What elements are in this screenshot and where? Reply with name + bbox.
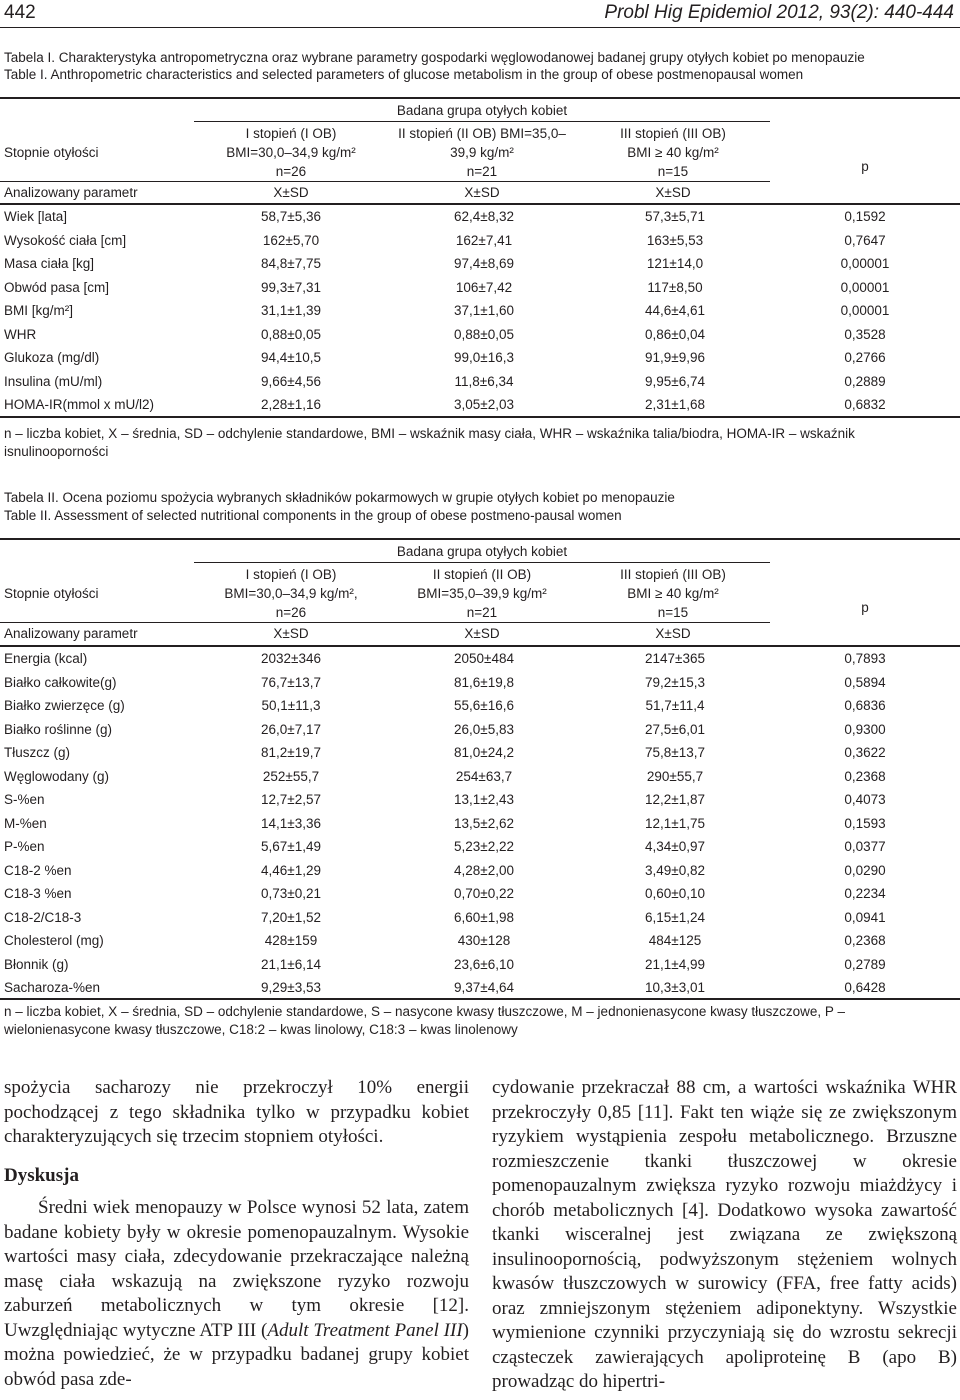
value-cell: 2032±346 <box>261 651 321 667</box>
value-cell: 162±5,70 <box>262 232 320 248</box>
row-label: P-%en <box>4 839 45 855</box>
table-row <box>0 393 960 417</box>
value-cell: 3,49±0,82 <box>645 862 705 878</box>
table-row <box>0 252 960 276</box>
value-cell: 12,1±1,75 <box>645 815 705 831</box>
table-row <box>0 929 960 953</box>
value-cell: 252±55,7 <box>262 768 320 784</box>
value-cell: 26,0±7,17 <box>261 721 321 737</box>
row-label: Wiek [lata] <box>4 209 68 225</box>
row-label: S-%en <box>4 792 45 808</box>
value-cell: 81,2±19,7 <box>261 745 321 761</box>
row-label: BMI [kg/m²] <box>4 303 74 319</box>
value-cell: 23,6±6,10 <box>454 956 514 972</box>
p-value-cell: 0,00001 <box>840 256 890 272</box>
value-cell: 50,1±11,3 <box>261 698 321 714</box>
value-cell: 6,60±1,98 <box>454 909 514 925</box>
value-cell: 12,7±2,57 <box>261 792 321 808</box>
table1-footnote: n – liczba kobiet, X – średnia, SD – odchylenie standardowe, BMI – wskaźnik masy ciała, WHR – wskaźnika talia/biodra, HOMA-IR – wskaźnik isnulinooporności <box>4 426 855 459</box>
row-label: HOMA-IR(mmol x mU/l2) <box>4 397 154 413</box>
p-value-cell: 0,7893 <box>844 651 886 667</box>
table2-caption-en: Table II. Assessment of selected nutritional components in the group of obese postmeno-pausal women <box>4 508 622 523</box>
row-label: Węglowodany (g) <box>4 768 110 784</box>
row-label: WHR <box>4 326 37 342</box>
value-cell: 11,8±6,34 <box>454 373 514 389</box>
p-value-cell: 0,1593 <box>844 815 886 831</box>
value-cell: 117±8,50 <box>647 279 703 295</box>
row-label: Insulina (mU/ml) <box>4 373 103 389</box>
table1-group-header: Badana grupa otyłych kobiet <box>396 103 568 118</box>
value-cell: 6,15±1,24 <box>645 909 705 925</box>
table2-footnote: n – liczba kobiet, X – średnia, SD – odchylenie standardowe, S – nasycone kwasy tłuszczowe, M – jednonienasycone kwasy tłuszczowe, P – wielonienasycone kwasy tłuszczowe, C18:2 – kwas linolowy, C18:3 – kwas linolenowy <box>4 1004 845 1037</box>
table-row <box>0 323 960 347</box>
value-cell: 21,1±6,14 <box>261 956 321 972</box>
value-cell: 76,7±13,7 <box>261 674 321 690</box>
table1-group-2-header: II stopień (II OB) BMI=35,0– 39,9 kg/m² n=21 <box>398 126 566 179</box>
row-label: Białko roślinne (g) <box>4 721 113 737</box>
p-value-cell: 0,00001 <box>840 303 890 319</box>
table2-header-rule <box>0 622 770 623</box>
table1-group-3-header: III stopień (III OB) BMI ≥ 40 kg/m² n=15 <box>620 126 726 179</box>
value-cell: 55,6±16,6 <box>454 698 514 714</box>
row-label: Energia (kcal) <box>4 651 88 667</box>
p-value-cell: 0,0377 <box>844 839 886 855</box>
table1-caption-pl: Tabela I. Charakterystyka antropometryczna oraz wybrane parametry gospodarki węglowodanowej badanej grupy otyłych kobiet po menopauzie <box>4 50 865 65</box>
value-cell: 14,1±3,36 <box>261 815 321 831</box>
value-cell: 2,31±1,68 <box>645 397 705 413</box>
table1-body <box>0 205 960 417</box>
value-cell: 5,67±1,49 <box>261 839 321 855</box>
table2-stat-1: X±SD <box>273 626 309 641</box>
value-cell: 26,0±5,83 <box>454 721 514 737</box>
value-cell: 58,7±5,36 <box>261 209 321 225</box>
value-cell: 0,88±0,05 <box>261 326 321 342</box>
p-value-cell: 0,2234 <box>844 886 886 902</box>
table1-stat-1: X±SD <box>273 185 309 200</box>
value-cell: 106±7,42 <box>455 279 513 295</box>
value-cell: 162±7,41 <box>455 232 513 248</box>
value-cell: 51,7±11,4 <box>645 698 705 714</box>
table2-group-3-header: III stopień (III OB) BMI ≥ 40 kg/m² n=15 <box>620 567 726 620</box>
value-cell: 290±55,7 <box>646 768 704 784</box>
p-value-cell: 0,2368 <box>844 933 886 949</box>
p-value-cell: 0,3528 <box>844 326 886 342</box>
table-row <box>0 788 960 812</box>
table2-caption-pl: Tabela II. Ocena poziomu spożycia wybranych składników pokarmowych w grupie otyłych kobiet po menopauzie <box>4 490 675 505</box>
row-label: Białko całkowite(g) <box>4 674 117 690</box>
value-cell: 7,20±1,52 <box>261 909 321 925</box>
value-cell: 0,88±0,05 <box>454 326 514 342</box>
value-cell: 13,1±2,43 <box>454 792 514 808</box>
p-value-cell: 0,6428 <box>844 980 886 996</box>
table2-body <box>0 647 960 1000</box>
table2-group-1-header: I stopień (I OB) BMI=30,0–34,9 kg/m², n=26 <box>224 567 358 620</box>
header-rule <box>0 27 960 28</box>
value-cell: 44,6±4,61 <box>645 303 705 319</box>
p-value-cell: 0,3622 <box>844 745 886 761</box>
table-row <box>0 718 960 742</box>
table1-top-rule <box>0 97 960 99</box>
p-value-cell: 0,0941 <box>844 909 886 925</box>
table-row <box>0 765 960 789</box>
table2-group-2-header: II stopień (II OB) BMI=35,0–39,9 kg/m² n=21 <box>417 567 547 620</box>
table-row <box>0 741 960 765</box>
value-cell: 62,4±8,32 <box>454 209 514 225</box>
row-label: C18-2 %en <box>4 862 72 878</box>
section-heading: Dyskusja <box>4 1164 79 1186</box>
left-paragraph-2: Średni wiek menopauzy w Polsce wynosi 52 lata, zatem badane kobiety były w okresie pomenopauzalnym. Wysokie wartości masy ciała, zdecydowanie przekraczające należną masę ciała wskazują na zwiększone ryzyko rozwoju zaburzeń metabolicznych w tym okresie [12]. Uwzględniając wytyczne ATP III (Adult Treatment Panel III) można powiedzieć, że w przypadku badanej grupy kobiet obwód pasa zde- <box>4 1197 469 1390</box>
table-row <box>0 859 960 883</box>
value-cell: 99,0±16,3 <box>454 350 514 366</box>
value-cell: 84,8±7,75 <box>261 256 321 272</box>
value-cell: 99,3±7,31 <box>261 279 321 295</box>
value-cell: 4,34±0,97 <box>645 839 705 855</box>
p-value-cell: 0,5894 <box>844 674 886 690</box>
value-cell: 4,46±1,29 <box>261 862 321 878</box>
value-cell: 163±5,53 <box>646 232 704 248</box>
table-row <box>0 694 960 718</box>
table-row <box>0 835 960 859</box>
row-label: Białko zwierzęce (g) <box>4 698 125 714</box>
row-label: C18-2/C18-3 <box>4 909 82 925</box>
table-row <box>0 229 960 253</box>
value-cell: 37,1±1,60 <box>454 303 514 319</box>
p-value-cell: 0,7647 <box>844 232 886 248</box>
table-row <box>0 647 960 671</box>
value-cell: 27,5±6,01 <box>645 721 705 737</box>
value-cell: 9,95±6,74 <box>645 373 705 389</box>
p-value-cell: 0,0290 <box>844 862 886 878</box>
value-cell: 5,23±2,22 <box>454 839 514 855</box>
p-value-cell: 0,2766 <box>844 350 886 366</box>
body-left-column <box>4 1076 469 1392</box>
p-value-cell: 0,9300 <box>844 721 886 737</box>
value-cell: 3,05±2,03 <box>454 397 514 413</box>
value-cell: 79,2±15,3 <box>645 674 705 690</box>
row-label: Błonnik (g) <box>4 956 69 972</box>
table2-group-header: Badana grupa otyłych kobiet <box>396 544 568 559</box>
row-label: C18-3 %en <box>4 886 72 902</box>
value-cell: 0,73±0,21 <box>261 886 321 902</box>
table1-stat-2: X±SD <box>464 185 500 200</box>
table-row <box>0 205 960 229</box>
value-cell: 484±125 <box>648 933 702 949</box>
table1-p-header: p <box>861 159 869 174</box>
value-cell: 57,3±5,71 <box>645 209 705 225</box>
row-label: M-%en <box>4 815 47 831</box>
table1-param-header: Analizowany parametr <box>4 185 138 200</box>
table-row <box>0 299 960 323</box>
table1-stat-3: X±SD <box>655 185 691 200</box>
table2-stat-2: X±SD <box>464 626 500 641</box>
value-cell: 9,37±4,64 <box>454 980 514 996</box>
table-row <box>0 882 960 906</box>
value-cell: 91,9±9,96 <box>645 350 705 366</box>
p-value-cell: 0,00001 <box>840 279 890 295</box>
value-cell: 2050±484 <box>454 651 514 667</box>
table1-group-1-header: I stopień (I OB) BMI=30,0–34,9 kg/m² n=26 <box>226 126 356 179</box>
table-row <box>0 346 960 370</box>
value-cell: 2147±365 <box>645 651 705 667</box>
table-row <box>0 671 960 695</box>
table-row <box>0 906 960 930</box>
value-cell: 81,6±19,8 <box>454 674 514 690</box>
value-cell: 0,86±0,04 <box>645 326 705 342</box>
value-cell: 75,8±13,7 <box>645 745 705 761</box>
table1-caption-en: Table I. Anthropometric characteristics and selected parameters of glucose metabolism in the group of obese postmenopausal women <box>4 67 804 82</box>
table-row <box>0 370 960 394</box>
table2-param-header: Analizowany parametr <box>4 626 138 641</box>
value-cell: 4,28±2,00 <box>454 862 514 878</box>
journal-citation: Probl Hig Epidemiol 2012, 93(2): 440-444 <box>604 2 954 23</box>
value-cell: 31,1±1,39 <box>261 303 321 319</box>
table-row <box>0 953 960 977</box>
row-label: Cholesterol (mg) <box>4 933 104 949</box>
table-row <box>0 276 960 300</box>
table1-row-label-header: Stopnie otyłości <box>4 145 99 160</box>
value-cell: 21,1±4,99 <box>645 956 705 972</box>
table2-bottom-rule <box>0 998 960 1000</box>
row-label: Masa ciała [kg] <box>4 256 95 272</box>
table2-p-header: p <box>861 600 869 615</box>
p-value-cell: 0,2889 <box>844 373 886 389</box>
value-cell: 254±63,7 <box>455 768 513 784</box>
p-value-cell: 0,4073 <box>844 792 886 808</box>
row-label: Obwód pasa [cm] <box>4 279 110 295</box>
row-label: Sacharoza-%en <box>4 980 101 996</box>
p-value-cell: 0,6836 <box>844 698 886 714</box>
left-paragraph-1: spożycia sacharozy nie przekroczył 10% energii pochodzącej z tego składnika tylko w przypadku kobiet charakteryzujących się trzecim stopniem otyłości. <box>4 1077 469 1147</box>
p-value-cell: 0,2789 <box>844 956 886 972</box>
row-label: Wysokość ciała [cm] <box>4 232 127 248</box>
p-value-cell: 0,1592 <box>844 209 886 225</box>
table2-group-rule <box>194 562 770 563</box>
value-cell: 2,28±1,16 <box>261 397 321 413</box>
p-value-cell: 0,6832 <box>844 397 886 413</box>
value-cell: 0,60±0,10 <box>645 886 705 902</box>
value-cell: 0,70±0,22 <box>454 886 514 902</box>
table2-row-label-header: Stopnie otyłości <box>4 586 99 601</box>
page-number: 442 <box>4 2 36 23</box>
value-cell: 94,4±10,5 <box>261 350 321 366</box>
table1-bottom-rule <box>0 416 960 418</box>
value-cell: 430±128 <box>457 933 511 949</box>
table-row <box>0 812 960 836</box>
value-cell: 97,4±8,69 <box>454 256 514 272</box>
table2-stat-3: X±SD <box>655 626 691 641</box>
row-label: Glukoza (mg/dl) <box>4 350 100 366</box>
value-cell: 428±159 <box>264 933 318 949</box>
table2-top-rule <box>0 538 960 540</box>
p-value-cell: 0,2368 <box>844 768 886 784</box>
value-cell: 12,2±1,87 <box>645 792 705 808</box>
value-cell: 10,3±3,01 <box>645 980 705 996</box>
value-cell: 121±14,0 <box>646 256 704 272</box>
value-cell: 81,0±24,2 <box>454 745 514 761</box>
value-cell: 9,66±4,56 <box>261 373 321 389</box>
table1-header-rule <box>0 181 770 182</box>
value-cell: 9,29±3,53 <box>261 980 321 996</box>
row-label: Tłuszcz (g) <box>4 745 71 761</box>
body-right-column <box>492 1076 957 1395</box>
table-row <box>0 976 960 1000</box>
table1-group-rule <box>194 121 770 122</box>
value-cell: 13,5±2,62 <box>454 815 514 831</box>
right-paragraph: cydowanie przekraczał 88 cm, a wartości wskaźnika WHR przekroczyły 0,85 [11]. Fakt ten wiąże się ze zwiększonym ryzykiem wystąpienia zespołu metabolicznego. Brzuszne rozmieszczenie tkanki tłuszczowej w okresie pomenopauzalnym zwiększa ryzyko rozwoju miażdżycy i chorób metabolicznych [4]. Dodatkowo wysoka zawartość tkanki wisceralnej jest związana ze zwiększoną insulinoopornością, podwyższonym stężeniem wolnych kwasów tłuszczowych w surowicy (FFA, free fatty acids) oraz zmniejszonym stężeniem adiponektyny. Wszystkie wymienione czynniki przyczyniają się do wzrostu sekrecji cząsteczek zawierających apoliproteinę B (apo B) prowadząc do hipertri- <box>492 1077 957 1392</box>
